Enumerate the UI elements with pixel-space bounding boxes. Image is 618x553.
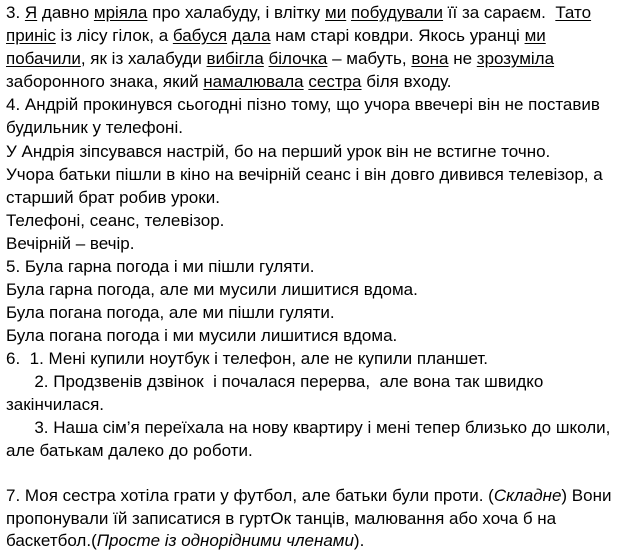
text-segment: закінчилася. — [6, 395, 105, 414]
text-segment: , як із халабуди — [80, 49, 207, 68]
text-segment: 7. Моя сестра хотіла грати у футбол, але батьки були проти. ( — [6, 486, 494, 505]
text-segment: 3. — [6, 3, 25, 22]
text-segment: Була гарна погода, але ми мусили лишитися вдома. — [6, 280, 418, 299]
text-segment: заборонного знака, який — [6, 72, 204, 91]
text-segment: Телефоні, сеанс, телевізор. — [6, 211, 225, 230]
italic-note: Складне — [493, 486, 562, 505]
text-segment: пропонували їй записатися в гуртОк танців, малювання або хоча б на — [6, 509, 557, 528]
text-line — [6, 394, 104, 416]
text-segment: із лісу гілок, а — [55, 26, 173, 45]
underlined-word: білочка — [268, 49, 328, 68]
text-segment: біля входу. — [361, 72, 452, 91]
text-line — [6, 141, 550, 163]
text-line — [6, 233, 134, 255]
text-segment: У Андрія зіпсувався настрій, бо на перший урок він не встигне точно. — [6, 142, 551, 161]
underlined-word: приніс — [6, 26, 56, 45]
text-line — [6, 530, 364, 552]
underlined-word: ми — [325, 3, 347, 22]
underlined-word: побудували — [350, 3, 444, 22]
text-line — [6, 94, 600, 116]
text-segment: давно — [37, 3, 94, 22]
text-segment: Учора батьки пішли в кіно на вечірній сеанс і він довго дивився телевізор, а — [6, 165, 603, 184]
text-line — [6, 210, 224, 232]
text-segment: 3. Наша сім’я переїхала на нову квартиру і мені тепер близько до школи, — [6, 418, 611, 437]
text-segment: 5. Була гарна погода і ми пішли гуляти. — [6, 257, 315, 276]
text-line — [6, 25, 546, 47]
text-segment: 6. 1. Мені купили ноутбук і телефон, але не купили планшет. — [6, 349, 488, 368]
text-segment: нам старі ковдри. Якось уранці — [270, 26, 525, 45]
text-segment: ) Вони — [561, 486, 612, 505]
text-line — [6, 71, 451, 93]
text-line — [6, 164, 603, 186]
underlined-word: зрозуміла — [476, 49, 555, 68]
underlined-word: вона — [411, 49, 449, 68]
text-segment: ). — [353, 531, 365, 550]
underlined-word: намалювала — [203, 72, 304, 91]
text-line — [6, 117, 183, 139]
text-line — [6, 440, 253, 462]
text-line — [6, 256, 315, 278]
text-line — [6, 485, 611, 507]
text-segment: Була погана погода і ми мусили лишитися вдома. — [6, 326, 398, 345]
text-segment: про халабуду, і влітку — [147, 3, 326, 22]
text-segment: 4. Андрій прокинувся сьогодні пізно тому, що учора ввечері він не поставив — [6, 95, 600, 114]
text-segment: але батькам далеко до роботи. — [6, 441, 253, 460]
text-line — [6, 2, 591, 24]
text-segment: старший брат робив уроки. — [6, 188, 220, 207]
underlined-word: побачили — [6, 49, 81, 68]
underlined-word: мріяла — [93, 3, 148, 22]
underlined-word: Я — [24, 3, 38, 22]
text-segment: – мабуть, — [327, 49, 412, 68]
text-segment: будильник у телефоні. — [6, 118, 183, 137]
text-segment: Була погана погода, але ми пішли гуляти. — [6, 303, 335, 322]
text-line — [6, 48, 554, 70]
text-line — [6, 325, 397, 347]
underlined-word: бабуся — [172, 26, 228, 45]
text-segment: її за сараєм. — [443, 3, 556, 22]
text-line — [6, 348, 488, 370]
italic-note: Просте із однорідними членами — [96, 531, 354, 550]
underlined-word: Тато — [555, 3, 592, 22]
underlined-word: вибігла — [206, 49, 264, 68]
text-segment: 2. Продзвенів дзвінок і почалася перерва, але вона так швидко — [6, 372, 544, 391]
underlined-word: ми — [524, 26, 546, 45]
text-line — [6, 302, 335, 324]
text-segment: Вечірній – вечір. — [6, 234, 135, 253]
text-line — [6, 187, 220, 209]
underlined-word: сестра — [308, 72, 362, 91]
text-segment: не — [448, 49, 477, 68]
text-line — [6, 279, 418, 301]
underlined-word: дала — [231, 26, 271, 45]
text-line — [6, 371, 543, 393]
text-line — [6, 508, 556, 530]
text-segment: баскетбол.( — [6, 531, 97, 550]
text-line — [6, 417, 610, 439]
